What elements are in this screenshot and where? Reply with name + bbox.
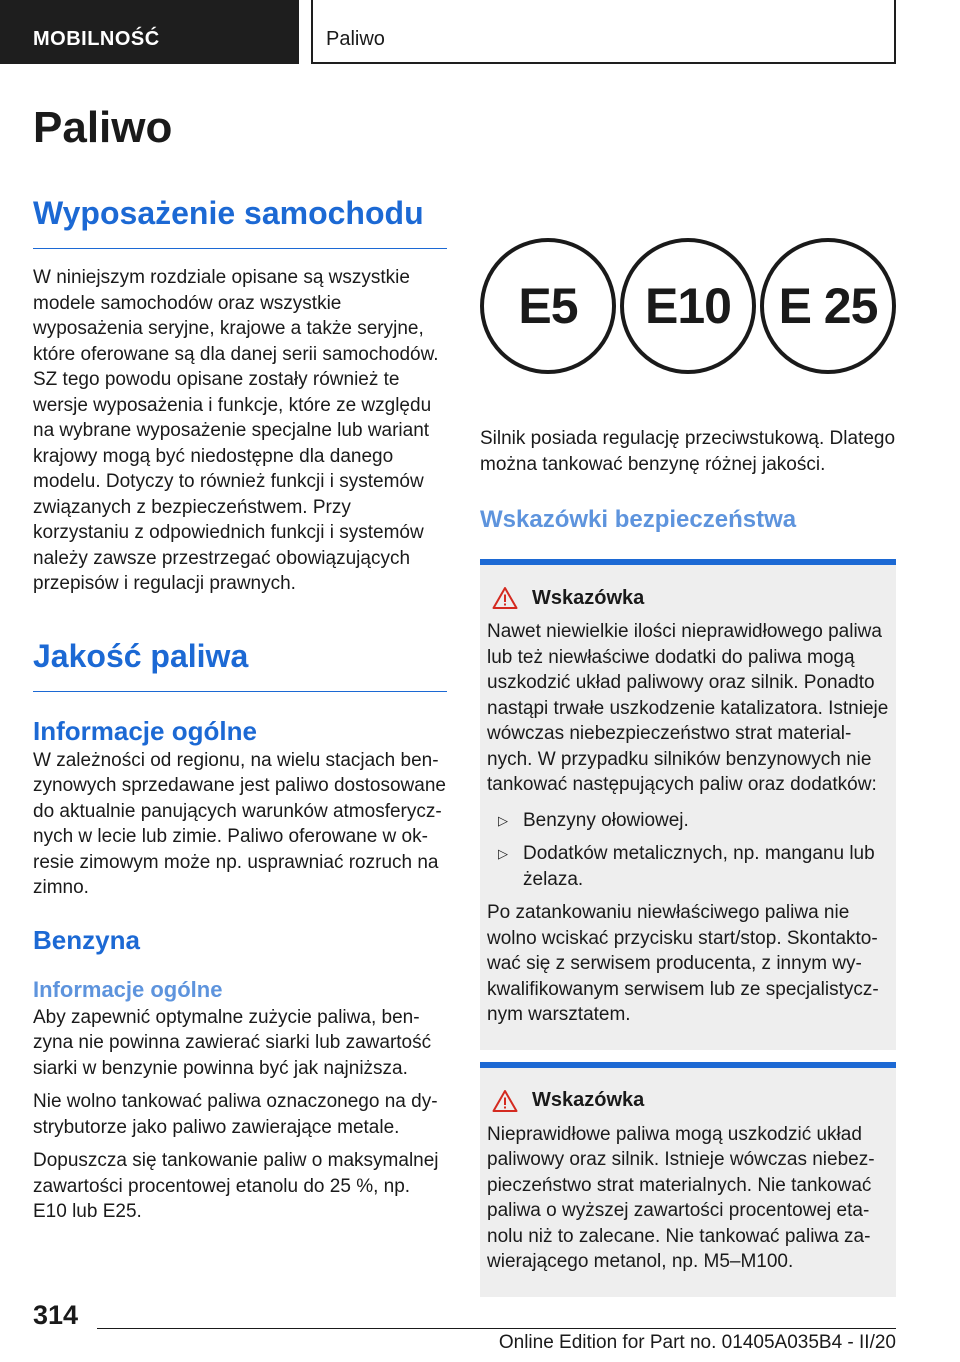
bullet-triangle-icon: ▷	[498, 846, 508, 861]
heading-rule	[33, 691, 447, 692]
list-item	[487, 841, 889, 892]
heading-rule	[33, 248, 447, 249]
warning-text: Nieprawidłowe paliwa mogą uszkodzić układ paliwowy oraz silnik. Istnieje wówczas niebezpieczeństwo strat materialnych. Nie tankować paliwa o wyższej zawartości procentowej etanolu niż to zalecane. Nie tankować paliwa zawierającego metanol, np. M5–M100.	[487, 1123, 875, 1272]
header-section-label: MOBILNOŚĆ	[33, 28, 160, 50]
fuel-label-e10: E10	[620, 238, 756, 374]
header-chapter-tab	[311, 0, 896, 64]
warning-triangle-icon	[492, 586, 518, 610]
general-info-text: W zależności od regionu, na wielu stacjach benzynowych sprzedawane jest paliwo dostosowane do aktualnie panujących warunków atmosferycznych w lecie lub zimie. Paliwo oferowane w okresie zimowym może np. usprawniać rozruch na zimno.	[33, 749, 446, 898]
list-item-text: Dodatków metalicznych, np. manganu lub żelaza.	[523, 843, 875, 890]
list-item	[487, 808, 889, 834]
warning-title: Wskazówka	[532, 586, 645, 609]
warning-triangle-icon	[492, 1089, 518, 1113]
equipment-heading: Wyposażenie samochodu	[33, 195, 424, 231]
header-chapter-label: Paliwo	[326, 28, 385, 50]
petrol-text-2: Nie wolno tankować paliwa oznaczonego na dystrybutorze jako paliwo zawierające metale.	[33, 1091, 438, 1138]
list-item-text: Benzyny ołowiowej.	[523, 809, 689, 831]
petrol-text-3: Dopuszcza się tankowanie paliw o maksymalnej zawartości procentowej etanolu do 25 %, np. E10 lub E25.	[33, 1150, 439, 1222]
petrol-text-1: Aby zapewnić optymalne zużycie paliwa, benzyna nie powinna zawierać siarki lub zawartość siarki w benzynie powinna być jak najniższa.	[33, 1006, 432, 1079]
fuel-label-e5: E5	[480, 238, 616, 374]
left-column	[33, 100, 447, 1225]
right-column	[480, 238, 896, 1297]
warning-note-1	[480, 559, 896, 1050]
footer-rule	[97, 1328, 896, 1329]
warning-note-2	[480, 1062, 896, 1297]
engine-text: Silnik posiada regulację przeciwstukową. Dlatego można tankować benzynę różnej jakości.	[480, 428, 896, 475]
petrol-general-heading: Informacje ogólne	[33, 976, 223, 1002]
fuel-label-e25: E 25	[760, 238, 896, 374]
warning-title: Wskazówka	[532, 1089, 645, 1111]
page-number: 314	[33, 1300, 79, 1330]
footer-edition: Online Edition for Part no. 01405A035B4 - II/20	[498, 1332, 896, 1353]
general-info-heading: Informacje ogólne	[33, 715, 257, 746]
header-section-tab	[0, 0, 299, 64]
fuel-labels	[480, 238, 896, 382]
warning-text: Nawet niewielkie ilości nieprawidłowego paliwa lub też niewłaściwe dodatki do paliwa mogą uszkodzić układ paliwowy oraz silnik. Ponadto nastąpi trwałe uszkodzenie katalizatora. Istnieje wówczas niebezpieczeństwo strat materialnych. W przypadku silników benzynowych nie tankować następujących paliw oraz dodatków:	[487, 621, 889, 795]
fuel-quality-heading: Jakość paliwa	[33, 637, 249, 674]
petrol-heading: Benzyna	[33, 924, 140, 955]
bullet-triangle-icon: ▷	[498, 812, 508, 828]
safety-heading: Wskazówki bezpieczeństwa	[480, 506, 797, 533]
page-title: Paliwo	[33, 103, 173, 152]
warning-text-after: Po zatankowaniu niewłaściwego paliwa nie wolno wciskać przycisku start/stop. Skontaktować się z serwisem producenta, z innym wykwalifikowanym serwisem lub ze specjalistycznym warsztatem.	[487, 902, 879, 1025]
equipment-text: W niniejszym rozdziale opisane są wszystkie modele samochodów oraz wszystkie wyposażenia seryjne, krajowe a także seryjne, które oferowane są dla danej serii samochodów. SZ tego powodu opisane zostały również te wersje wyposażenia i funkcje, które ze względu na wybrane wyposażenie specjalne lub wariant krajowy mogą być niedostępne dla danego modelu. Dotyczy to również funkcji i systemów związanych z bezpieczeństwem. Przy korzystaniu z odpowiednich funkcji i systemów należy zawsze przestrzegać obowiązujących przepisów i regulacji prawnych.	[33, 267, 439, 594]
